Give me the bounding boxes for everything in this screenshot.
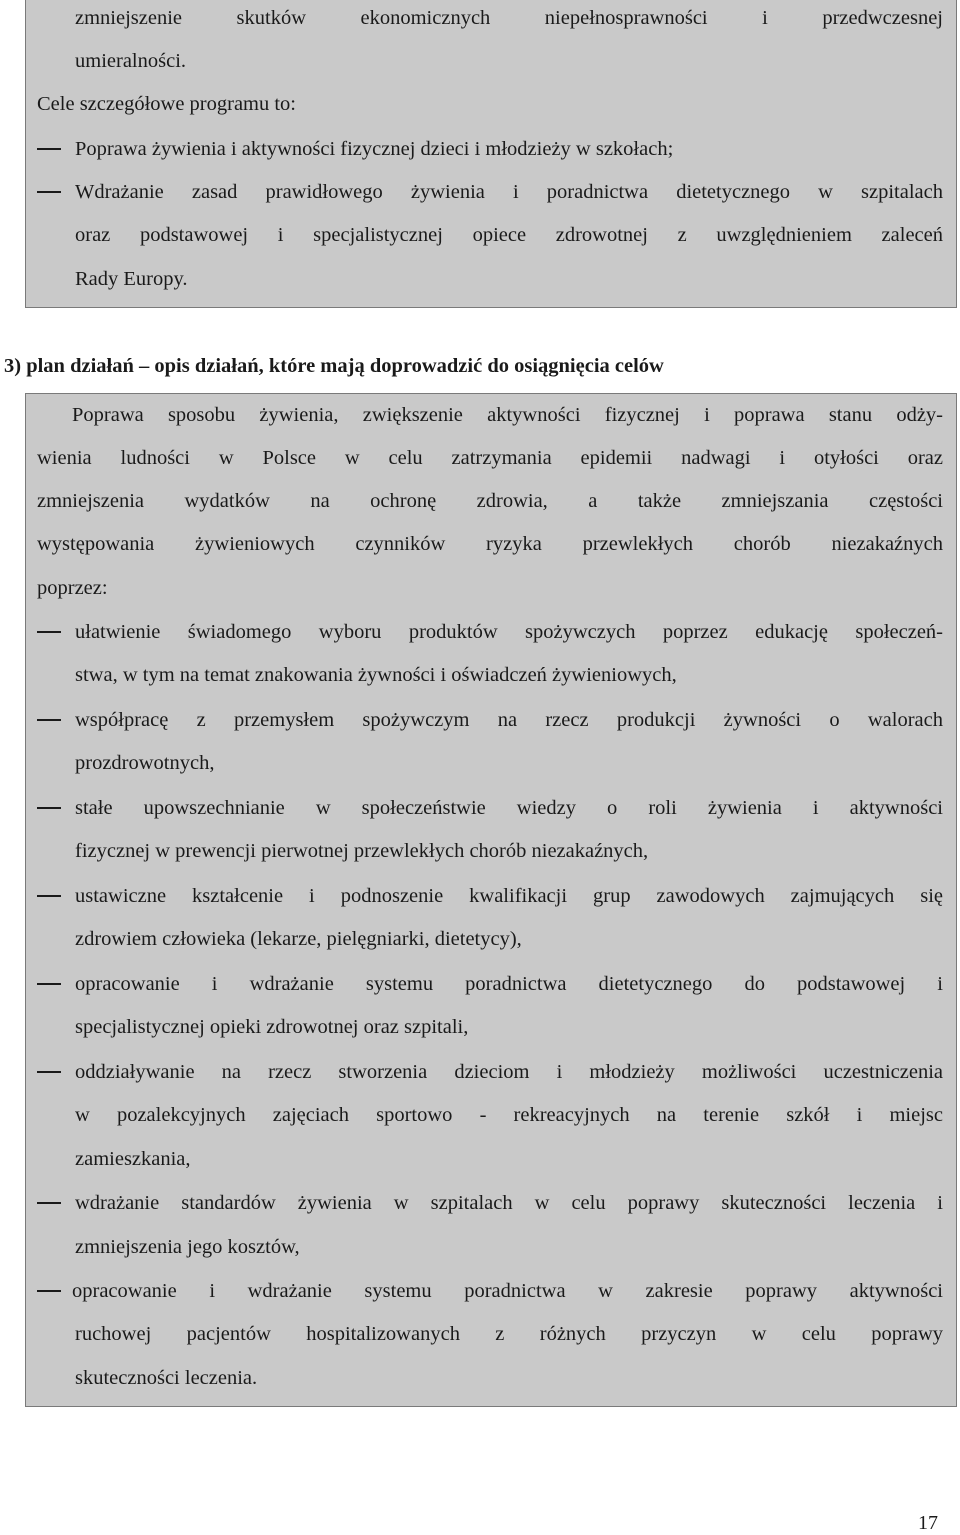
list-item-cont: zamieszkania,: [75, 1148, 191, 1170]
paragraph-line: Poprawa sposobu żywienia, zwiększenie aktywności fizycznej i poprawa stanu odży-: [72, 404, 943, 426]
dash-bullet-icon: [37, 191, 61, 193]
dash-bullet-icon: [37, 1290, 61, 1292]
text-line: umieralności.: [75, 50, 187, 72]
dash-bullet-icon: [37, 719, 61, 721]
paragraph-line: zmniejszenia wydatków na ochronę zdrowia, a także zmniejszania częstości: [37, 490, 943, 512]
dash-bullet-icon: [37, 1071, 61, 1073]
list-item: opracowanie i wdrażanie systemu poradnictwa dietetycznego do podstawowej i: [75, 973, 943, 995]
list-item: Poprawa żywienia i aktywności fizycznej dzieci i młodzieży w szkołach;: [75, 138, 674, 160]
list-item: stałe upowszechnianie w społeczeństwie wiedzy o roli żywienia i aktywności: [75, 797, 943, 819]
list-item: Wdrażanie zasad prawidłowego żywienia i poradnictwa dietetycznego w szpitalach: [75, 181, 943, 203]
list-item-cont: Rady Europy.: [75, 268, 188, 290]
dash-bullet-icon: [37, 631, 61, 633]
section-heading: 3) plan działań – opis działań, które mają doprowadzić do osiągnięcia celów: [4, 355, 664, 377]
list-item: ustawiczne kształcenie i podnoszenie kwalifikacji grup zawodowych zajmujących się: [75, 885, 943, 907]
list-item-cont: stwa, w tym na temat znakowania żywności i oświadczeń żywieniowych,: [75, 664, 677, 686]
dash-bullet-icon: [37, 895, 61, 897]
list-item-cont: skuteczności leczenia.: [75, 1367, 258, 1389]
list-item: ułatwienie świadomego wyboru produktów spożywczych poprzez edukację społeczeń-: [75, 621, 943, 643]
paragraph-line: występowania żywieniowych czynników ryzyka przewlekłych chorób niezakaźnych: [37, 533, 943, 555]
paragraph-line: wienia ludności w Polsce w celu zatrzymania epidemii nadwagi i otyłości oraz: [37, 447, 943, 469]
dash-bullet-icon: [37, 983, 61, 985]
list-item: oddziaływanie na rzecz stworzenia dzieciom i młodzieży możliwości uczestniczenia: [75, 1061, 943, 1083]
list-item: wdrażanie standardów żywienia w szpitalach w celu poprawy skuteczności leczenia i: [75, 1192, 943, 1214]
list-item-cont: fizycznej w prewencji pierwotnej przewlekłych chorób niezakaźnych,: [75, 840, 649, 862]
text-line: zmniejszenie skutków ekonomicznych niepełnosprawności i przedwczesnej: [75, 7, 943, 29]
list-item-cont: zmniejszenia jego kosztów,: [75, 1236, 300, 1258]
list-item: opracowanie i wdrażanie systemu poradnictwa w zakresie poprawy aktywności: [72, 1280, 943, 1302]
list-item-cont: w pozalekcyjnych zajęciach sportowo - rekreacyjnych na terenie szkół i miejsc: [75, 1104, 943, 1126]
dash-bullet-icon: [37, 807, 61, 809]
list-item-cont: ruchowej pacjentów hospitalizowanych z różnych przyczyn w celu poprawy: [75, 1323, 943, 1345]
dash-bullet-icon: [37, 1202, 61, 1204]
list-item-cont: zdrowiem człowieka (lekarze, pielęgniarki, dietetycy),: [75, 928, 522, 950]
paragraph-line: poprzez:: [37, 577, 108, 599]
list-item-cont: oraz podstawowej i specjalistycznej opiece zdrowotnej z uwzględnieniem zaleceń: [75, 224, 943, 246]
list-item: współpracę z przemysłem spożywczym na rzecz produkcji żywności o walorach: [75, 709, 943, 731]
list-item-cont: specjalistycznej opieki zdrowotnej oraz szpitali,: [75, 1016, 469, 1038]
dash-bullet-icon: [37, 148, 61, 150]
objectives-intro: Cele szczegółowe programu to:: [37, 93, 297, 115]
list-item-cont: prozdrowotnych,: [75, 752, 215, 774]
page-number: 17: [918, 1512, 938, 1534]
